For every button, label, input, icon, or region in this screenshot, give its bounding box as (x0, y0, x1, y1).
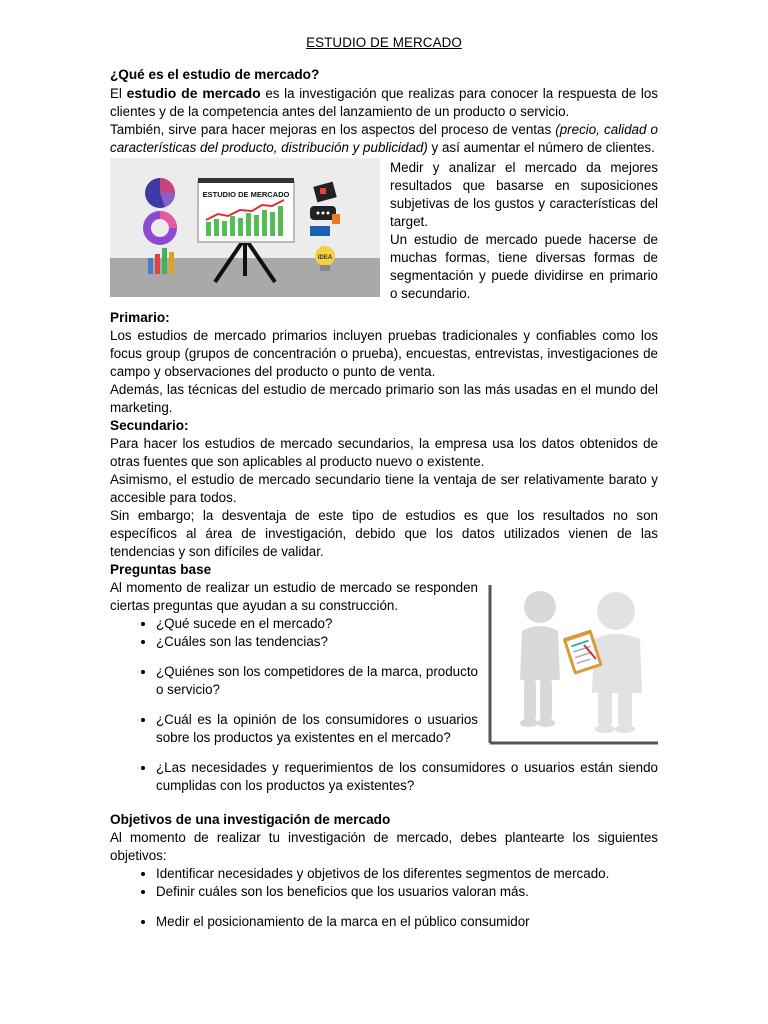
list-item: • ¿Cuál es la opinión de los consumidores o usuarios sobre los productos ya existentes en el mercado? (156, 711, 658, 747)
preguntas-intro: Al momento de realizar un estudio de mercado se responden ciertas preguntas que ayudan a su construcción. (110, 580, 478, 613)
list-item: • Definir cuáles son los beneficios que los usuarios valoran más. (156, 883, 658, 901)
market-study-illustration (110, 158, 380, 297)
primario-paragraph-2: Además, las técnicas del estudio de mercado primario son las más usadas en el mundo del marketing. (110, 382, 658, 415)
list-item: • Medir el posicionamiento de la marca en el público consumidor (156, 913, 658, 931)
market-study-illustration-svg (110, 158, 380, 297)
intro-paragraph-1: El estudio de mercado es la investigación que realizas para conocer la respuesta de los clientes y de la competencia antes del lanzamiento de un producto o servicio. (110, 85, 658, 119)
person-left-icon (520, 591, 560, 727)
list-item: • Identificar necesidades y objetivos de los diferentes segmentos de mercado. (156, 865, 658, 883)
secundario-paragraph-1: Para hacer los estudios de mercado secundarios, la empresa usa los datos obtenidos de otras fuentes que son aplicables al producto nuevo o existente. (110, 436, 658, 469)
heading-objetivos: Objetivos de una investigación de mercado (110, 812, 391, 827)
board-label: ESTUDIO DE MERCADO (202, 190, 290, 199)
heading-secundario: Secundario: (110, 418, 189, 433)
objetivos-list (110, 865, 658, 931)
secundario-paragraph-3: Sin embargo; la desventaja de este tipo de estudios es que los resultados no son específicos al área de investigación, debido que los datos utilizados vienen de las tendencias y son difíciles de validar. (110, 508, 658, 559)
secundario-paragraph-2: Asimismo, el estudio de mercado secundario tiene la ventaja de ser relativamente barato y accesible para todos. (110, 472, 658, 505)
italic-aspects: (precio, calidad o características del producto, distribución y publicidad) (110, 122, 658, 155)
preguntas-column (110, 561, 476, 579)
bold-term: estudio de mercado (126, 85, 261, 101)
list-item: • ¿Cuáles son las tendencias? (156, 633, 658, 651)
consultants-illustration (488, 585, 658, 745)
heading-primario: Primario: (110, 310, 170, 325)
list-item: • ¿Quiénes son los competidores de la marca, producto o servicio? (156, 663, 658, 699)
side-paragraph-2: Un estudio de mercado puede hacerse de muchas formas, tiene diversas formas de segmentación y puede dividirse en primario o secundario. (390, 232, 658, 301)
tablet-icon (310, 226, 330, 236)
heading-que-es: ¿Qué es el estudio de mercado? (110, 67, 320, 82)
primario-paragraph-1: Los estudios de mercado primarios incluyen pruebas tradicionales y confiables como los focus group (grupos de concentración o prueba), encuestas, entrevistas, investigaciones de campo y observaciones del producto o punto de venta. (110, 328, 658, 379)
bulb-label: IDEA (317, 255, 333, 261)
document-title: ESTUDIO DE MERCADO (306, 35, 462, 50)
intro-paragraph-2: También, sirve para hacer mejoras en los aspectos del proceso de ventas (precio, calidad o características del producto, distribución y publicidad) y así aumentar el número de clientes. (110, 122, 658, 155)
side-paragraph-1: Medir y analizar el mercado da mejores resultados que basarse en suposiciones subjetivas de los gustos y características del target. (390, 160, 658, 229)
objetivos-intro: Al momento de realizar tu investigación de mercado, debes plantearte los siguientes objetivos: (110, 830, 658, 863)
heading-preguntas: Preguntas base (110, 562, 212, 577)
document-page (110, 34, 658, 931)
list-item: • ¿Las necesidades y requerimientos de los consumidores o usuarios están siendo cumplidas con los productos ya existentes? (156, 759, 658, 795)
consultants-illustration-svg (488, 585, 658, 745)
list-item: • ¿Qué sucede en el mercado? (156, 615, 658, 633)
